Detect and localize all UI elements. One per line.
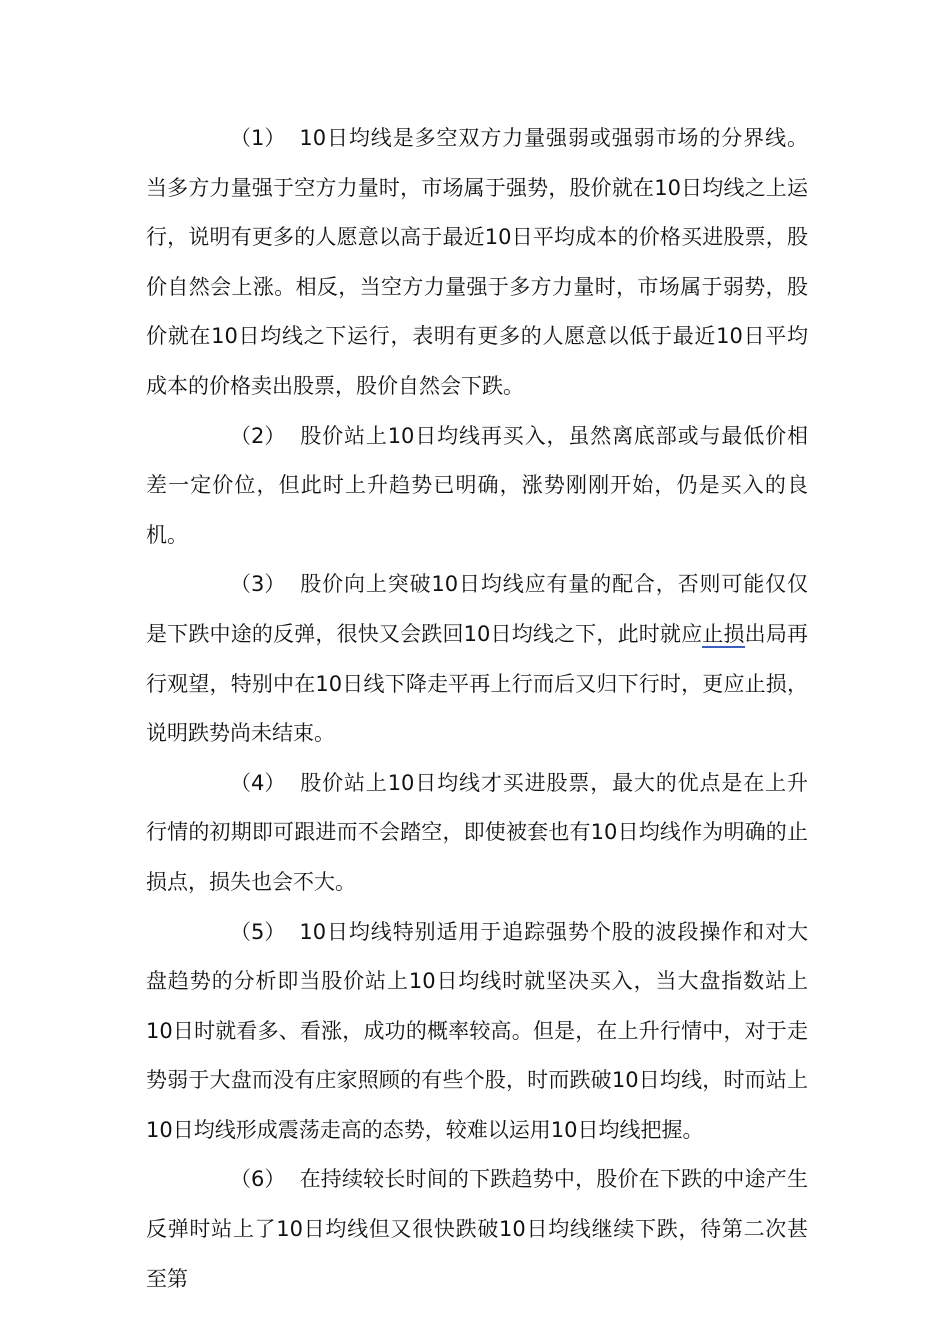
paragraph-number: （4） <box>230 770 286 795</box>
paragraph-text: 10日均线是多空双方力量强弱或强弱市场的分界线。当多方力量强于空方力量时，市场属于强势，股价就在10日均线之上运行，说明有更多的人愿意以高于最近10日平均成本的价格买进股票，股价自然会上涨。相反，当空方力量强于多方力量时，市场属于弱势，股价就在10日均线之下运行，表明有更多的人愿意以低于最近10日平均成本的价格卖出股票，股价自然会下跌。 <box>146 126 808 398</box>
paragraph-number: （5） <box>230 919 286 944</box>
paragraph-text: 股价站上10日均线再买入，虽然离底部或与最低价相差一定价位，但此时上升趋势已明确，涨势刚刚开始，仍是买入的良机。 <box>146 423 808 547</box>
paragraph-text: 在持续较长时间的下跌趋势中，股价在下跌的中途产生反弹时站上了10日均线但又很快跌破10日均线继续下跌，待第二次甚至第 <box>146 1167 808 1291</box>
paragraph-number: （6） <box>230 1167 286 1192</box>
paragraph-number: （3） <box>230 572 286 597</box>
paragraph-5 <box>146 908 808 1156</box>
paragraph-4 <box>146 759 808 908</box>
paragraph-text: 10日均线特别适用于追踪强势个股的波段操作和对大盘趋势的分析即当股价站上10日均线时就坚决买入，当大盘指数站上10日时就看多、看涨，成功的概率较高。但是，在上升行情中，对于走势弱于大盘而没有庄家照顾的有些个股，时而跌破10日均线，时而站上10日均线形成震荡走高的态势，较难以运用10日均线把握。 <box>146 919 808 1142</box>
paragraph-3 <box>146 560 808 758</box>
document-body <box>146 114 808 1304</box>
paragraph-text: 股价向上突破10日均线应有量的配合，否则可能仅仅是下跌中途的反弹，很快又会跌回10日均线之下，此时就应 <box>146 572 808 646</box>
paragraph-text: 出局再行观望，特别中在10日线下降走平再上行而后又归下行时，更应止损，说明跌势尚未结束。 <box>146 621 809 746</box>
paragraph-6 <box>146 1155 808 1304</box>
paragraph-number: （1） <box>230 126 286 150</box>
paragraph-text: 股价站上10日均线才买进股票，最大的优点是在上升行情的初期即可跟进而不会踏空，即使被套也有10日均线作为明确的止损点，损失也会不大。 <box>146 770 808 894</box>
paragraph-2 <box>146 412 808 561</box>
paragraph-number: （2） <box>230 423 286 448</box>
paragraph-1 <box>146 114 808 412</box>
underlined-term: 止损 <box>702 621 745 646</box>
